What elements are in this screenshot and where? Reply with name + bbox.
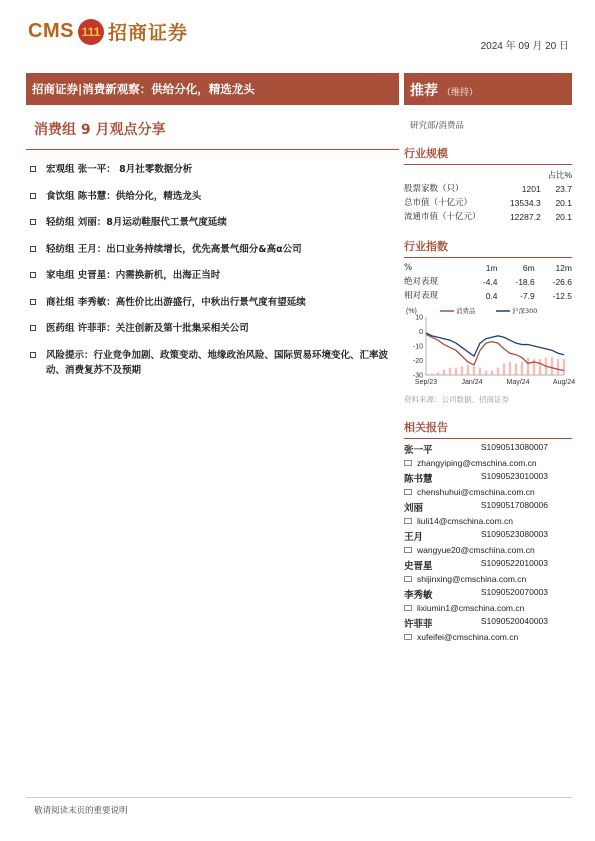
analyst-id: S1090520070003	[480, 587, 548, 597]
table-row	[404, 261, 572, 275]
analyst-row	[404, 587, 572, 601]
list-item	[26, 348, 399, 378]
y-tick-label: -10	[412, 343, 423, 351]
analyst-name-text: 刘丽	[404, 503, 424, 514]
legend-label: 沪深300	[512, 307, 538, 315]
title-divider	[26, 149, 399, 150]
table-row	[404, 182, 572, 196]
analyst-email-row[interactable]	[404, 516, 572, 526]
bullet-text: 商社组 李秀敏：高性价比出游盛行，中秋出行景气度有望延续	[46, 296, 306, 308]
list-item	[26, 189, 399, 204]
spread-bar	[563, 359, 565, 375]
analyst-row	[404, 500, 572, 514]
mail-icon	[404, 460, 412, 466]
x-tick-label: May/24	[506, 379, 530, 386]
index-header-12m: 12m	[555, 263, 572, 273]
mail-icon	[404, 576, 412, 582]
analyst-id: S1090522010003	[480, 558, 548, 568]
index-label: 绝对表现	[404, 277, 439, 287]
analyst-row	[404, 529, 572, 543]
mail-icon	[404, 518, 412, 524]
spread-bar	[527, 358, 529, 375]
index-label: 相对表现	[404, 291, 439, 301]
index-value: 0.4	[485, 291, 498, 301]
y-tick-label: 0	[419, 329, 423, 336]
rating-bar	[404, 73, 572, 105]
scale-value: 12287.2	[509, 212, 541, 222]
spread-bar	[479, 368, 481, 375]
analyst-id: S1090523080003	[480, 529, 548, 539]
table-row	[404, 275, 572, 289]
y-tick-label: 10	[415, 314, 423, 322]
scale-pct: 20.1	[555, 212, 572, 222]
spread-bar	[461, 366, 463, 375]
bullet-text: 宏观组 张一平： 8月社零数据分析	[46, 164, 193, 175]
analyst-email-row[interactable]	[404, 545, 572, 555]
spread-bar	[443, 369, 445, 375]
analyst-name-text: 许菲菲	[404, 619, 433, 630]
bullet-list	[26, 162, 399, 378]
analyst-email-row[interactable]	[404, 632, 572, 642]
report-date: 2024 年 09 月 20 日	[480, 41, 569, 52]
footer-note: 敬请阅读末页的重要说明	[34, 806, 128, 816]
analyst-email[interactable]: shijinxing@cmschina.com.cn	[417, 574, 527, 584]
spread-bar	[425, 374, 427, 375]
bullet-square-icon	[30, 246, 36, 252]
bullet-square-icon	[30, 325, 36, 331]
bullet-text: 风险提示：行业竞争加剧、政策变动、地缘政治风险、国际贸易环境变化、汇率波动、消费复苏不及预期	[46, 349, 389, 376]
list-item	[26, 162, 399, 177]
chart-source: 资料来源：公司数据、招商证券	[404, 395, 509, 404]
bullet-square-icon	[30, 352, 36, 358]
analyst-name-text: 张一平	[404, 445, 433, 456]
bullet-text: 食饮组 陈书慧：供给分化，精选龙头	[46, 190, 202, 202]
bullet-text: 家电组 史晋星：内需换新机，出海正当时	[46, 270, 221, 281]
analyst-name-text: 史晋星	[404, 561, 433, 572]
analyst-email-row[interactable]	[404, 458, 572, 468]
scale-section-title: 行业规模	[404, 145, 572, 165]
logo-cms-text: CMS	[28, 20, 74, 42]
mail-icon	[404, 605, 412, 611]
series-line-1	[426, 333, 564, 356]
analyst-row	[404, 616, 572, 630]
spread-bar	[497, 368, 499, 375]
rating-status: （维持）	[442, 88, 479, 98]
analyst-email[interactable]: zhangyiping@cmschina.com.cn	[417, 458, 537, 468]
index-chart	[404, 305, 576, 391]
analyst-name-text: 陈书慧	[404, 474, 433, 485]
scale-label: 总市值（十亿元）	[404, 198, 473, 208]
index-section-title: 行业指数	[404, 238, 572, 258]
analyst-email[interactable]: xufeifei@cmschina.com.cn	[417, 632, 519, 642]
list-item	[26, 295, 399, 310]
analyst-email-row[interactable]	[404, 603, 572, 613]
spread-bar	[521, 362, 523, 375]
analyst-email-row[interactable]	[404, 487, 572, 497]
list-item	[26, 268, 399, 283]
scale-label: 流通市值（十亿元）	[404, 212, 481, 222]
logo-seal-icon: 111	[78, 19, 104, 45]
analyst-row	[404, 471, 572, 485]
spread-bar	[455, 368, 457, 375]
index-header-6m: 6m	[522, 263, 535, 273]
chart-y-unit: (%)	[406, 308, 417, 315]
spread-bar	[515, 363, 517, 375]
analyst-email-row[interactable]	[404, 574, 572, 584]
x-tick-label: Aug/24	[552, 379, 576, 386]
bullet-text: 轻纺组 王月：出口业务持续增长，优先高景气细分&高α公司	[46, 243, 302, 255]
table-row	[404, 289, 572, 303]
bullet-text: 轻纺组 刘丽：8月运动鞋服代工景气度延续	[46, 217, 227, 228]
spread-bar	[473, 366, 475, 375]
analyst-email[interactable]: lixiumin1@cmschina.com.cn	[417, 603, 525, 613]
x-tick-label: Jan/24	[461, 379, 483, 386]
spread-bar	[551, 358, 553, 375]
analyst-email[interactable]: chenshuhui@cmschina.com.cn	[417, 487, 535, 497]
list-item	[26, 321, 399, 336]
index-chart-svg	[404, 305, 576, 387]
report-title-bar: 招商证券|消费新观察：供给分化，精选龙头	[26, 73, 399, 105]
spread-bar	[449, 368, 451, 375]
table-row	[404, 210, 572, 224]
spread-bar	[485, 371, 487, 375]
bullet-square-icon	[30, 299, 36, 305]
analyst-row	[404, 558, 572, 572]
index-value: -12.5	[552, 291, 572, 301]
index-value: -26.6	[552, 277, 572, 287]
analyst-list	[404, 442, 572, 642]
index-value: -7.9	[520, 291, 535, 301]
mail-icon	[404, 489, 412, 495]
spread-bar	[509, 362, 511, 375]
legend-label: 消费品	[456, 307, 476, 315]
main-content	[26, 73, 399, 389]
scale-pct: 23.7	[555, 184, 572, 194]
scale-value: 1201	[521, 184, 541, 194]
y-tick-label: -30	[412, 372, 423, 380]
sidebar	[404, 73, 576, 642]
bullet-square-icon	[30, 193, 36, 199]
bullet-text: 医药组 许菲菲：关注创新及第十批集采相关公司	[46, 323, 249, 334]
analyst-email[interactable]: liuli14@cmschina.com.cn	[417, 516, 514, 526]
spread-bar	[557, 359, 559, 375]
spread-bar	[437, 372, 439, 375]
index-value: -18.6	[515, 277, 535, 287]
logo-chinese-text: 招商证券	[107, 22, 188, 44]
mail-icon	[404, 547, 412, 553]
x-tick-label: Sep/23	[414, 379, 438, 386]
table-row	[404, 168, 572, 182]
analyst-name-text: 李秀敏	[404, 590, 433, 601]
spread-bar	[503, 363, 505, 375]
table-row	[404, 196, 572, 210]
bullet-square-icon	[30, 272, 36, 278]
scale-value: 13534.3	[509, 198, 541, 208]
spread-bar	[491, 371, 493, 375]
spread-bar	[431, 374, 433, 375]
spread-bar	[539, 359, 541, 375]
list-item	[26, 242, 399, 257]
bullet-square-icon	[30, 166, 36, 172]
analyst-row	[404, 442, 572, 456]
analyst-id: S1090523010003	[480, 471, 548, 481]
page-header	[0, 0, 595, 60]
list-item	[26, 215, 399, 230]
analyst-name-text: 王月	[404, 532, 424, 543]
analyst-id: S1090520040003	[480, 616, 548, 626]
bullet-square-icon	[30, 219, 36, 225]
company-logo	[28, 18, 188, 45]
industry-label: 研究部/消费品	[410, 121, 464, 131]
scale-header-pct: 占比%	[547, 170, 572, 180]
mail-icon	[404, 634, 412, 640]
scale-label: 股票家数（只）	[404, 184, 464, 194]
index-header-unit: %	[404, 263, 413, 273]
index-value: -4.4	[482, 277, 498, 287]
scale-table	[404, 168, 572, 224]
scale-pct: 20.1	[555, 198, 572, 208]
spread-bar	[467, 365, 469, 375]
analyst-id: S1090517080006	[480, 500, 548, 510]
analyst-email[interactable]: wangyue20@cmschina.com.cn	[417, 545, 535, 555]
index-table	[404, 261, 572, 303]
y-tick-label: -20	[412, 358, 423, 365]
rating-label: 推荐	[410, 83, 438, 99]
index-header-1m: 1m	[485, 263, 498, 273]
footer-divider	[26, 797, 572, 798]
related-section-title: 相关报告	[404, 419, 572, 439]
report-subtitle: 消费组 9 月观点分享	[34, 122, 166, 138]
analyst-id: S1090513080007	[480, 442, 548, 452]
